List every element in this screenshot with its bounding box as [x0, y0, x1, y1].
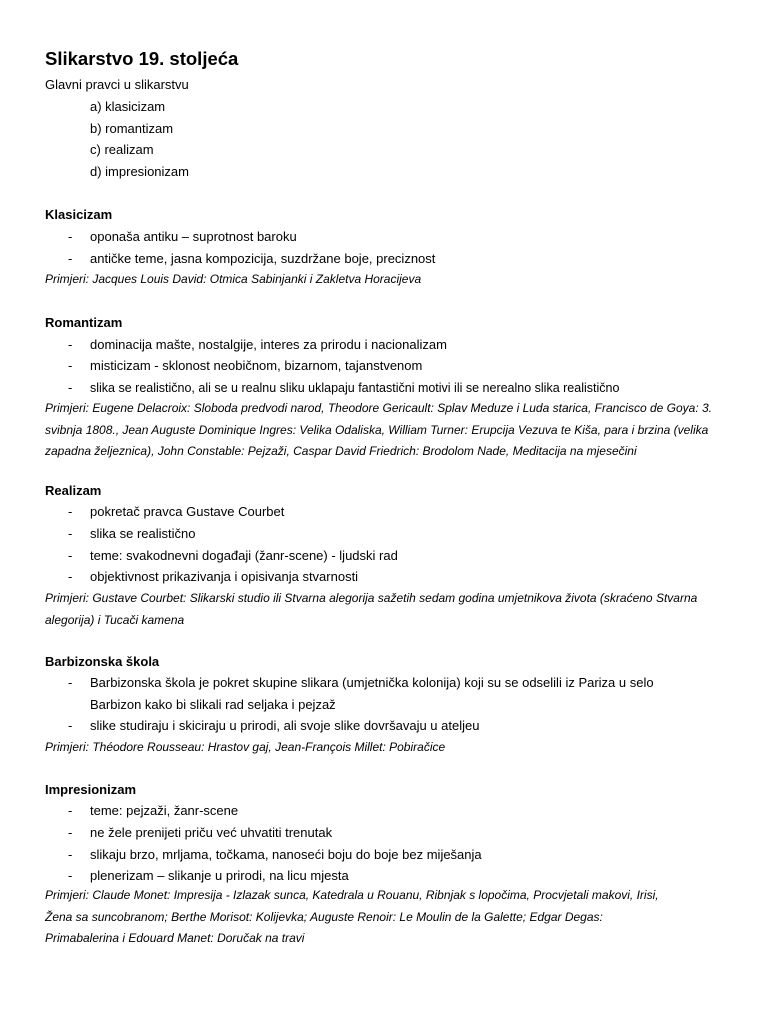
section-heading: Impresionizam [45, 782, 137, 797]
bullet-item: slikaju brzo, mrljama, točkama, nanoseći boju do boje bez miješanja [90, 847, 482, 862]
section-heading: Klasicizam [45, 207, 113, 222]
examples-text: Primjeri: Jacques Louis David: Otmica Sabinjanki i Zakletva Horacijeva [45, 272, 422, 286]
bullet-item: pokretač pravca Gustave Courbet [90, 504, 285, 519]
bullet-dash: - [68, 251, 73, 266]
bullet-dash: - [68, 847, 73, 862]
intro-text: Glavni pravci u slikarstvu [45, 77, 189, 92]
bullet-item: slika se realistično [90, 526, 196, 541]
bullet-item: objektivnost prikazivanja i opisivanja stvarnosti [90, 569, 359, 584]
page-title: Slikarstvo 19. stoljeća [45, 48, 239, 69]
bullet-dash: - [68, 504, 73, 519]
bullet-item: slika se realistično, ali se u realnu sliku uklapaju fantastični motivi ili se nerealno slika realistično [90, 381, 620, 395]
bullet-dash: - [68, 675, 73, 690]
direction-item: c) realizam [90, 142, 154, 157]
bullet-item: misticizam - sklonost neobičnom, bizarnom, tajanstvenom [90, 358, 423, 373]
bullet-dash: - [68, 526, 73, 541]
bullet-item: teme: svakodnevni događaji (žanr-scene) - ljudski rad [90, 548, 398, 563]
examples-text: Primjeri: Claude Monet: Impresija - Izlazak sunca, Katedrala u Rouanu, Ribnjak s lopočima, Procvjetali makovi, Irisi, Žena sa suncobranom; Berthe Morisot: Kolijevka; Auguste Renoir: Le Moulin de la Galette; Edgar Degas: Primabalerina i Edouard Manet: Doručak na travi [45, 888, 659, 945]
examples-text: Primjeri: Théodore Rousseau: Hrastov gaj, Jean-François Millet: Pobiračice [45, 740, 446, 754]
bullet-item: antičke teme, jasna kompozicija, suzdržane boje, preciznost [90, 251, 436, 266]
bullet-item-line: Barbizon kako bi slikali rad seljaka i pejzaž [90, 697, 336, 712]
examples-text: Primjeri: Gustave Courbet: Slikarski studio ili Stvarna alegorija sažetih sedam godina umjetnikova života (skraćeno Stvarna alegorija) i Tucači kamena [45, 591, 698, 627]
bullet-dash: - [68, 380, 73, 395]
bullet-item: ne žele prenijeti priču već uhvatiti trenutak [90, 825, 333, 840]
direction-item: d) impresionizam [90, 164, 189, 179]
bullet-item-line: Barbizonska škola je pokret skupine slikara (umjetnička kolonija) koji su se odselili iz Pariza u selo [90, 675, 654, 690]
bullet-dash: - [68, 229, 73, 244]
bullet-dash: - [68, 548, 73, 563]
section-heading: Romantizam [45, 315, 123, 330]
bullet-dash: - [68, 358, 73, 373]
bullet-item: slike studiraju i skiciraju u prirodi, ali svoje slike dovršavaju u ateljeu [90, 718, 480, 733]
direction-item: a) klasicizam [90, 99, 166, 114]
bullet-item: dominacija mašte, nostalgije, interes za prirodu i nacionalizam [90, 337, 447, 352]
bullet-dash: - [68, 718, 73, 733]
section-heading: Realizam [45, 483, 102, 498]
bullet-dash: - [68, 337, 73, 352]
bullet-dash: - [68, 825, 73, 840]
bullet-item: plenerizam – slikanje u prirodi, na licu mjesta [90, 868, 349, 883]
direction-item: b) romantizam [90, 121, 174, 136]
bullet-dash: - [68, 569, 73, 584]
bullet-dash: - [68, 803, 73, 818]
examples-text: Primjeri: Eugene Delacroix: Sloboda predvodi narod, Theodore Gericault: Splav Meduze i Luda starica, Francisco de Goya: 3. svibnja 1808., Jean Auguste Dominique Ingres: Velika Odaliska, William Turner: Erupcija Vezuva te Kiša, para i brzina (velika zapadna željeznica), John Constable: Pejzaži, Caspar David Friedrich: Brodolom Nade, Meditacija na mjesečini [45, 401, 713, 458]
bullet-item: oponaša antiku – suprotnost baroku [90, 229, 297, 244]
section-heading: Barbizonska škola [45, 654, 160, 669]
bullet-dash: - [68, 868, 73, 883]
bullet-item: teme: pejzaži, žanr-scene [90, 803, 239, 818]
